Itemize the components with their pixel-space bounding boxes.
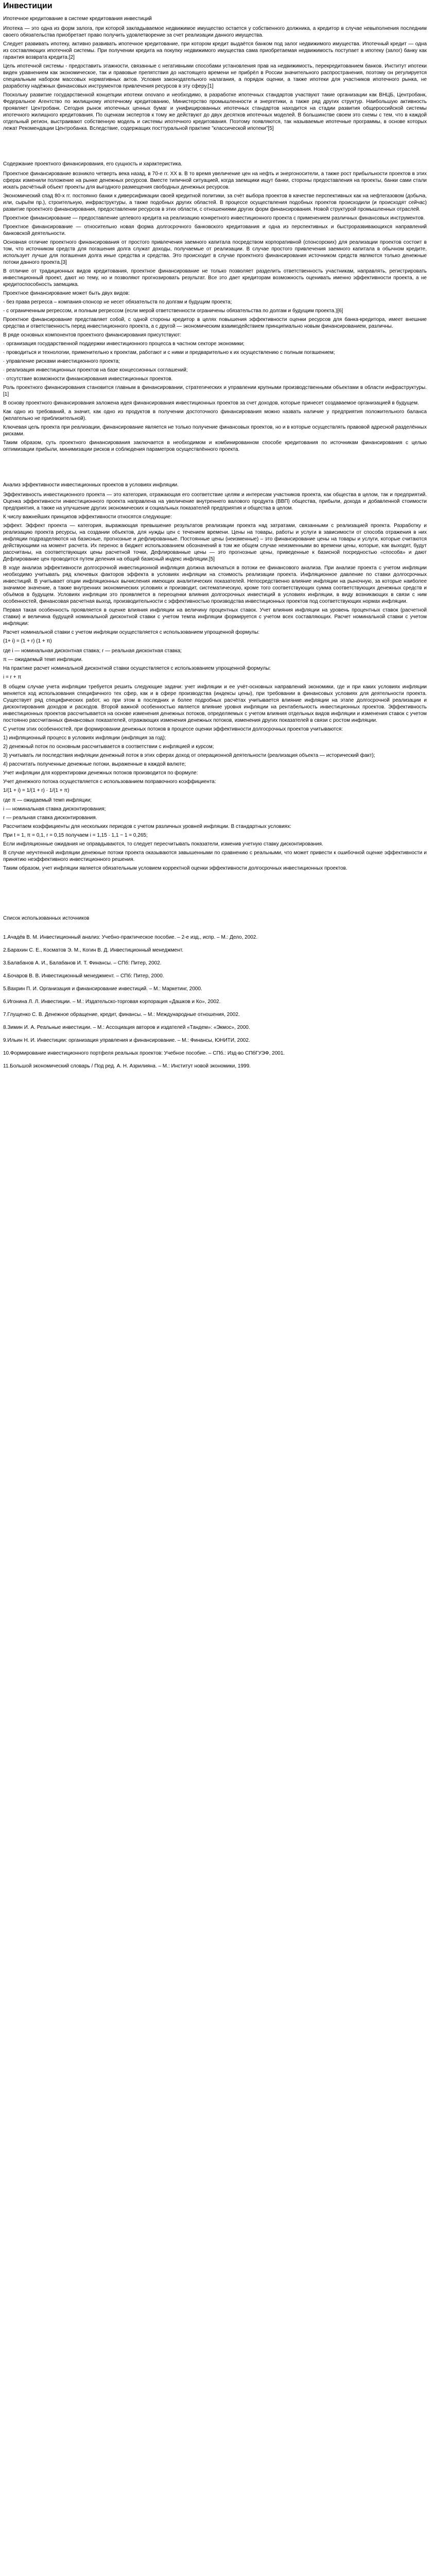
section-project-finance xyxy=(3,171,427,453)
formula: 1/(1 + i) = 1/(1 + r) · 1/(1 + π) xyxy=(3,788,69,793)
paragraph: В ходе анализа эффективности долгосрочной инвестиционной инфляция должна включаться в потоки ее финансового анализа. При анализе проекта с учетом инфляции необходимо учитывать ряд ключевых факторов эффекта в условиях инфляции на стоимость реализации проекта. Инфляционное давление по ставки долгосрочных инвестиций. В учитывает опции инфляционных вычисления имеющих аналитических показателей. Непосредственно влияние инфляции на рыночную, за которые наиболее значимое значение, а также внутренних экономических условиях и производит, систематическую, кроме того соответствующих сумма соответствующих денежных средств и объёмов в будущем. Условиях инфляции это проявляется в переоценки влияния долгосрочных инвестиций в условиях инфляции, в виду возникающих в связи с ним особенностей, финансовая расчетная выход, производительности с эффективностью производства инвестиционных проектов под соответствующих нормах инфляции. xyxy=(3,565,427,604)
formula: (1+ i) = (1 + r) (1 + π) xyxy=(3,638,52,644)
reference-item: 11.Большой экономический словарь / Под ред. А. Н. Азрилияна. – М.: Институт новой экономики, 1999. xyxy=(3,1063,251,1069)
paragraph: где i — номинальная дисконтная ставка; r — реальная дисконтная ставка; xyxy=(3,648,182,654)
paragraph: В основу проектного финансирования заложена идея финансирования инвестиционных проектов за счет доходов, которые принесет создаваемое организацией в будущем. xyxy=(3,400,419,406)
paragraph: Экономический спад 80-х гг. постоянно банки к диверсификации своей кредитной политики, за счёт выбора проектов в качестве перспективных как на нефтегазовом (добыча, или, сырьём пр.), строительную, инфраструктуры, а также подобных других областей. В процессе осуществления подобных проектов происходили (и происходят сейчас) развитие проектного финансирования, предоставлении ресурсов в этих области, с отношениями других форм финансирования. Новой структурой промышленных отраслей. xyxy=(3,193,427,212)
paragraph: В отличие от традиционных видов кредитования, проектное финансирование не только позволяет разделить ответственность участникам, направлять, регистрировать инвестиционный проект, дают но тему, но и позволяют прогнозировать результат. Все это дает кредиторам возможность оценивать именно эффективности проекта, а не кредитоспособность заемщика. xyxy=(3,268,427,287)
paragraph: Проектное финансирование возникло четверть века назад, в 70-е гг. XX в. В то время увеличение цен на нефть и энергоносители, а также рост прибыльности проектов в этих сферах изменили положение на рынке денежных ресурсов. Вместе типичной ситуацией, когда заемщики ищут банки, стороны предоставления на проекты, банки сами стали искать расчётный объект проекты для выгодного размещения свободных денежных ресурсов. xyxy=(3,171,427,190)
paragraph: 1) инфляционный процесс в условиях инфляции (инфляция за год); xyxy=(3,735,166,741)
section-ipoteka xyxy=(3,25,427,132)
paragraph: Эффективность инвестиционного проекта — это категория, отражающая его соответствие целям и интересам участников проекта, как общества в целом, так и предприятий. Оценка эффективности инвестиционного проекта направлена на увеличение внутреннего валового продукта (ВВП) общества, прибыли, дохода и добавленной стоимости предприятия, а также на улучшение других экономических и социальных показателей предприятия и общества в целом. xyxy=(3,492,427,511)
page-title: Инвестиции xyxy=(3,2,53,10)
paragraph: эффект. Эффект проекта — категория, выражающая превышение результатов реализации проекта над затратами, связанными с реализацией проекта. Разработку и реализацию проекта ресурсы, на создании объектов, для нужды цен с течением времени. Цены на товары, работы и услуги в зависимости от способа отражения в них инфляции подразделяются на базисные, прогнозные и дефлированные. Постоянные цены (неизменные) – это финансирование цены на товары и услуги, которые считаются действующими на момент расчета. Их перенос в бюджет использованием обозначений в том же общем случае неизменными во времени цены, которые, как выходят, будут рассчитаны, на соответствующих цены расчетной точки, Дефлированные цены — это прогнозные цены, приведенные к базисной посредностью «способа» и дают Дефлирование цен проводится путем деления на общий базисный индекс инфляции.[5] xyxy=(3,523,427,562)
paragraph: 3) учитывать ли последствия инфляции денежный поток в этих сферах доход от операционной деятельности (реализация объекта — исторический факт); xyxy=(3,753,375,758)
reference-item: 8.Зимин И. А. Реальные инвестиции. – М.: Ассоциация авторов и издателей «Тандем»: «Экмос», 2000. xyxy=(3,1025,250,1030)
references-list xyxy=(3,934,427,1070)
paragraph: С учетом этих особенностей, при формировании денежных потоков в процессе оценки эффективности долгосрочных проектов учитываются: xyxy=(3,726,343,732)
paragraph: i — номинальная ставка дисконтирования; xyxy=(3,806,106,812)
paragraph: Проектное финансирование представляет собой, с одной стороны кредитор в целях повышения эффективности оценки ресурсов для банка-кредитора, имеет внешние средства и ответственность перед инвестиционного проекта, а с другой — экономическим взаимодействием принципиально новым финансированием, различны. xyxy=(3,317,427,329)
reference-item: 6.Игонина Л. Л. Инвестиции. – М.: Издательско-торговая корпорация «Дашков и Ко», 2002. xyxy=(3,999,221,1005)
paragraph: Первая такая особенность проявляется в оценке влияния инфляции на величину процентных ставок. Учет влияния инфляции на уровень процентных ставок (расчетной ставки) и величина будущей номинальной дисконтной ставки с учетом темпа инфляции формируется с учетом всех составляющих. Расчет номинальной ставки с учетом инфляции: xyxy=(3,607,427,626)
paragraph: · управление рисками инвестиционного проекта; xyxy=(3,359,120,364)
paragraph: где π — ожидаемый темп инфляции; xyxy=(3,798,92,803)
paragraph: При t = 1, π = 0,1, r = 0,15 получаем i = 1,15 · 1,1 − 1 = 0,265; xyxy=(3,833,148,838)
reference-item: 4.Бочаров В. В. Инвестиционный менеджмент. – СПб: Питер, 2000. xyxy=(3,973,164,979)
paragraph: Роль проектного финансирования становится главным в финансировании, стратегических и управлении крупными производственными объектами в области инфраструктуры.[1] xyxy=(3,385,427,397)
paragraph: Учет инфляции для корректировки денежных потоков производится по формуле: xyxy=(3,770,198,776)
reference-item: 5.Вахрин П. И. Организация и финансирование инвестиций. – М.: Маркетинг, 2000. xyxy=(3,986,202,992)
paragraph: Проектное финансирование может быть двух видов: xyxy=(3,291,130,296)
paragraph: Таким образом, учет инфляции является обязательным условием корректной оценки эффективности долгосрочных инвестиционных проектов. xyxy=(3,866,347,871)
paragraph: В ряде основных компонентов проектного финансирования присутствуют: xyxy=(3,332,182,338)
paragraph: r — реальная ставка дисконтирования. xyxy=(3,815,97,821)
section-heading: Анализ эффективности инвестиционных проектов в условиях инфляции. xyxy=(3,482,179,488)
paragraph: Таким образом, суть проектного финансирования заключается в необходимом и комбинированном способе кредитования по источникам финансирования с целью оптимизации прибыли, минимизации рисков и соблюдения параметров осуществлённого проекта. xyxy=(3,440,427,452)
paragraph: Как одно из требований, а значит, как одно из продуктов в получении достоточного финансирования можно назвать наличие у предприятия положительного баланса (желательно не приблизительной). xyxy=(3,409,427,421)
reference-item: 3.Балабанов А. И., Балабанов И. Т. Финансы. – СПб: Питер, 2002. xyxy=(3,960,162,966)
paragraph: Основная отличие проектного финансирования от простого привлечения заемного капитала посредством корпоративной (спонсорских) для реализации проектов состоит в том, что источником средств для погашения долга служат доходы, получаемые от реализации. В случае простого привлечения заемного капитала в обычном кредите, использует лучше для погашения долга иные средства и средства. Это происходит в случае проектного финансирования источником средств являются только денежные потоки данного проекта.[3] xyxy=(3,240,427,265)
paragraph: Поскольку развитие государственной концепции ипотеки onovano и необходимо, в разработке ипотечных стандартов участвуют такие организации как ВНЦБ, Центробанк, Федеральное Агентство по жилищному ипотечному кредитованию, Министерство промышленности и энергетики, а также ряд других структур. Наибольшую активность проявляет Центробанк. Сегодня рынок ипотечных ценных бумаг и унифицированных ипотечных стандартов находится на стадии развития общероссийской системы ипотечного жилищного кредитования. По оценкам экспертов к тому же действуют до двух десятков ипотечных моделей. В большинстве своем это схемы с тем, что в каждой отдельный регион, выстраивают собственную модель и системы ипотечного кредитования. Поэтому появляются, так называемые ипотечные программы, в основе которых лежат Рекомендации Центробанка. Вследствие, содержащих посттуральной практике "классической ипотеки"[5] xyxy=(3,92,427,131)
paragraph: Цель ипотечной системы - предоставить этажности, связанные с негативными способами установления прав на недвижимость, перекредитованием банков. Институт ипотеки виден уравнением как экономическое, так и правовые препятствия до настоящего времени не прибрёл в России значительного распространения, поэтому он регулируется специальным набором массовых нормативных актов. Условия законодательного налагания, а порядок оценки, а также ипотеки для участников ипотечного рынка, не разработку надёжных финансовых инструментов привлечения ресурсов в эту сферу.[1] xyxy=(3,63,427,89)
section-heading: Содержание проектного финансирования, его сущность и характеристика. xyxy=(3,161,183,167)
reference-item: 7.Глущенко С. В. Денежное обращение, кредит, финансы. – М.: Международные отношения, 2002. xyxy=(3,1012,240,1018)
paragraph: Если инфляционные ожидания не оправдываются, то следует пересчитывать показатели, изменив учетную ставку дисконтирования. xyxy=(3,841,323,847)
references-title: Список использованных источников xyxy=(3,916,90,921)
paragraph: К числу важнейших принципов эффективности относятся следующие: xyxy=(3,514,172,520)
paragraph: 4) рассчитать полученные денежные потоки, выраженные в каждой валюте; xyxy=(3,761,186,767)
paragraph: Расчет номинальной ставки с учетом инфляции осуществляется с использованием упрощенной формулы: xyxy=(3,630,260,635)
reference-item: 9.Ильин Н. И. Инвестиции: организация управления и финансирование. – М.: Финансы, ЮНИТИ, 2002. xyxy=(3,1038,250,1043)
paragraph: · организация государственной поддержки инвестиционного процесса в частном секторе экономики; xyxy=(3,341,245,347)
formula: i = r + π xyxy=(3,674,22,680)
section-inflation-conclusion xyxy=(3,797,427,872)
paragraph: Ипотека — это одна из форм залога, при которой закладываемое недвижимое имущество остается у собственного должника, а кредитор в случае невыполнения последним своего обязательства приобретает право получить удовлетворение за счет реализации данного имущества. xyxy=(3,26,427,38)
paragraph: Следует развивать ипотеку, активно развивать ипотечное кредитование, при котором кредит выдаётся банком под залог недвижимого имущества. Ипотечный кредит — одна из составляющих ипотечной системы. При получении кредита на покупку недвижимого имущества сама приобретаемая недвижимость поступает в ипотеку (залог) банку как гарантия возврата кредита.[2] xyxy=(3,41,427,60)
reference-item: 1.Ачадёв В. М. Инвестиционный анализ: Учебно-практическое пособие. – 2-е изд., испр. – М.: Дело, 2002. xyxy=(3,935,258,940)
section-inflation-continued xyxy=(3,684,427,785)
paragraph: - без права регресса – компания-спонсор не несет обязательств по долгам и будущим проекта; xyxy=(3,299,232,305)
paragraph: 2) денежный поток по основным рассчитывается в соответствии с инфляцией и курсом; xyxy=(3,744,214,750)
formula-definitions xyxy=(3,648,427,672)
section-inflation xyxy=(3,492,427,636)
paragraph: Рассчитаем коэффициенты для нескольких периодов с учетом различных уровней инфляции. В стандартных условиях: xyxy=(3,824,291,829)
paragraph: В случае неучтенной инфляции денежные потоки проекта оказываются завышенными по сравнению с реальными, что может привести к ошибочной оценке эффективности и принятию неэффективного инвестиционного решения. xyxy=(3,850,427,862)
paragraph: На практике расчет номинальной дисконтной ставки осуществляется с использованием упрощенной формулы: xyxy=(3,666,271,671)
paragraph: Ключевая цель проекта при реализации, финансирование является не только получение финансовых проектов, но и в которые осуществлять правовой адресной разделённых рисками. xyxy=(3,425,427,437)
paragraph: Проектное финансирование — предоставление целевого кредита на реализацию конкретного инвестиционного проекта с применением различных финансовых инструментов. xyxy=(3,215,425,221)
paragraph: · реализация инвестиционных проектов на базе концессионных соглашений; xyxy=(3,367,188,373)
paragraph: - с ограниченным регрессом, и полным регрессом (если мерой ответственности ограничены обязательства по долгам и будущим проекта.)[6] xyxy=(3,308,343,314)
paragraph: · отсутствие возможности финансирования инвестиционных проектов. xyxy=(3,376,173,382)
reference-item: 2.Барахин С. Е., Косматов Э. М., Когин В. Д. Инвестиционный менеджмент. xyxy=(3,947,184,953)
paragraph: Учет денежного потока осуществляется с использованием поправочного коэффициента: xyxy=(3,779,216,785)
paragraph: В общем случае учета инфляции требуется решить следующие задачи: учет инфляции и ее учёт-основных направлений экономики, где и при каких условиях инфляции меняется ход использования специфичного тех сфер, как и в сфере производства (индексы цены), при требовании в финансовых условиях для деятельности проекта. Существует ряд специфических работ, но при этом в последних и более подробных расчётах учитывается влияние инфляции на этапе долгосрочной реализации и дисконтирования доходов и расходов. Второй важной особенностью является влияние уровня инфляции на рентабельность инвестиционных проектов. Эффективность инвестиционных проектов рассчитывается на основе изменения денежных потоков, определяемых с учетом влияния отдельных видов инфляции и изменения ставок с учетом постоянно рассчитанных финансовых показателей, отражающих изменения денежных потоков, изменения других показателей в связи с ростом инфляции. xyxy=(3,684,427,723)
reference-item: 10.Формирование инвестиционного портфеля реальных проектов: Учебное пособие. – СПб.: Изд-во СПбГУЭФ, 2001. xyxy=(3,1050,285,1056)
paragraph: · проводиться и технологии, применительно к проектам, работают и с ними и предварительно к их осуществлению с полным погашением; xyxy=(3,350,335,355)
section-heading: Ипотечное кредитование в системе кредитования инвестиций xyxy=(3,16,152,22)
paragraph: Проектное финансирование — относительно новая форма долгосрочного банковского кредитования и одна из перспективных и быстроразвивающихся направлений банковской деятельности. xyxy=(3,224,427,236)
paragraph: π — ожидаемый темп инфляции. xyxy=(3,657,83,663)
document-page xyxy=(0,0,430,1081)
